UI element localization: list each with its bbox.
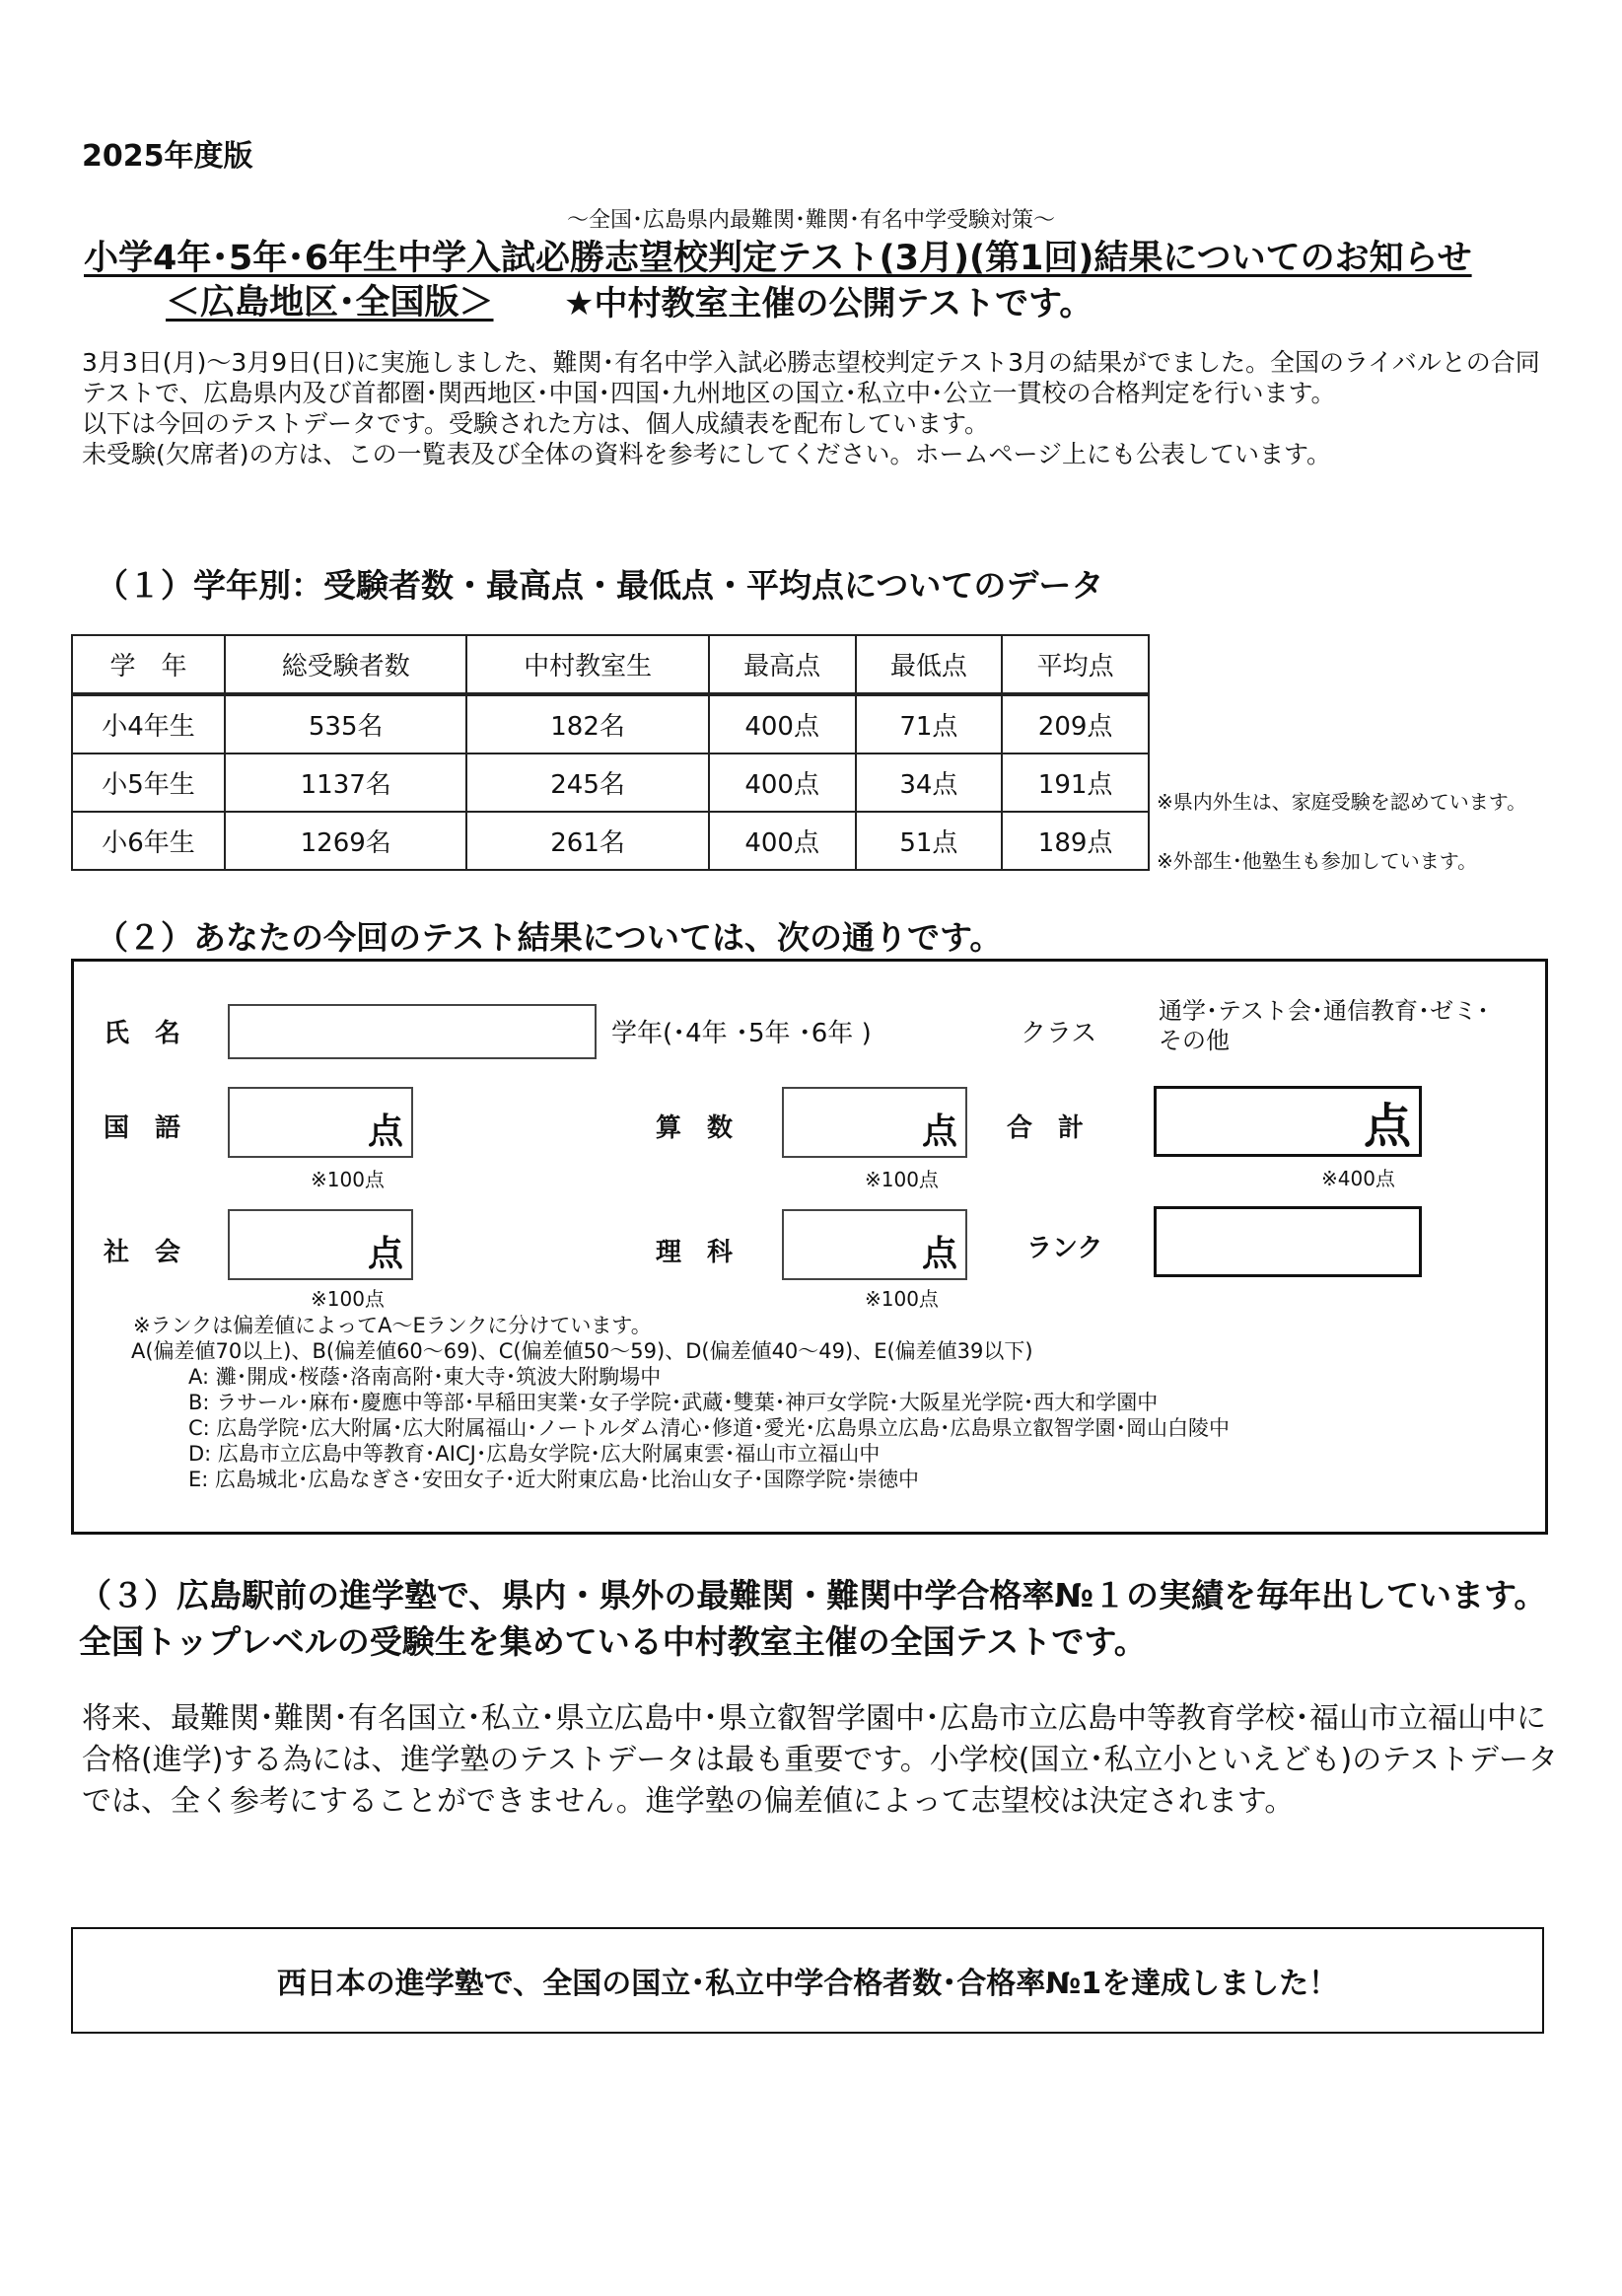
table-row <box>72 694 1149 753</box>
rank-schools-item: A: 灘･開成･桜蔭･洛南高附･東大寺･筑波大附駒場中 <box>188 1365 662 1389</box>
table-cell: 51点 <box>856 812 1003 870</box>
score-unit: 点 <box>921 1112 957 1152</box>
rank-schools-item: C: 広島学院･広大附属･広大附属福山･ノートルダム清心･修道･愛光･広島県立広島･広島県立叡智学園･岡山白陵中 <box>188 1416 1230 1440</box>
max-score-note: ※100点 <box>311 1287 385 1311</box>
table-cell: 小6年生 <box>72 812 225 870</box>
table-header-cell: 最高点 <box>709 635 856 694</box>
banner-text: 西日本の進学塾で、全国の国立･私立中学合格者数･合格率№1を達成しました！ <box>276 1967 1339 2001</box>
table-cell: 1137名 <box>225 753 466 812</box>
name-field[interactable] <box>228 1004 597 1059</box>
table-cell: 1269名 <box>225 812 466 870</box>
table-cell: 34点 <box>856 753 1003 812</box>
result-form <box>71 959 1548 1535</box>
table-cell: 71点 <box>856 694 1003 753</box>
intro-paragraph: 以下は今回のテストデータです。受験された方は、個人成績表を配布しています。 <box>82 409 990 438</box>
math-score-field[interactable] <box>782 1087 967 1158</box>
note-outside-students: ※外部生･他塾生も参加しています。 <box>1157 849 1478 873</box>
math-label: 算 数 <box>656 1113 734 1143</box>
rank-label: ランク <box>1026 1234 1103 1263</box>
rank-notes <box>133 1313 1230 1492</box>
table-cell: 400点 <box>709 753 856 812</box>
social-score-field[interactable] <box>228 1209 413 1280</box>
name-label: 氏 名 <box>104 1019 181 1048</box>
class-label: クラス <box>1021 1019 1097 1048</box>
table-cell: 400点 <box>709 694 856 753</box>
score-unit: 点 <box>1363 1099 1411 1154</box>
section3-heading: （３）広島駅前の進学塾で、県内・県外の最難関・難関中学合格率№１の実績を毎年出しています。全国トップレベルの受験生を集めている中村教室主催の全国テストです。 <box>79 1576 1547 1661</box>
science-label: 理 科 <box>656 1238 734 1267</box>
table-cell: 261名 <box>466 812 708 870</box>
note-home-exam: ※県内外生は、家庭受験を認めています。 <box>1157 790 1527 814</box>
table-cell: 400点 <box>709 812 856 870</box>
score-unit: 点 <box>367 1234 403 1274</box>
table-header-cell: 最低点 <box>856 635 1003 694</box>
achievement-banner <box>71 1927 1544 2034</box>
table-cell: 245名 <box>466 753 708 812</box>
grade-label: 学年(･4年 ･5年 ･6年 ) <box>611 1019 872 1048</box>
score-unit: 点 <box>367 1112 403 1152</box>
rank-note: ※ランクは偏差値によってA～Eランクに分けています。 <box>133 1314 652 1337</box>
table-cell: 189点 <box>1002 812 1149 870</box>
rank-bands: A(偏差値70以上)、B(偏差値60～69)、C(偏差値50～59)、D(偏差値40～49)、E(偏差値39以下) <box>131 1339 1033 1363</box>
subtitle: ～全国･広島県内最難関･難関･有名中学受験対策～ <box>566 208 1055 233</box>
class-options: その他 <box>1159 1027 1230 1054</box>
table-cell: 小4年生 <box>72 694 225 753</box>
rank-schools-item: B: ラサール･麻布･慶應中等部･早稲田実業･女子学院･武蔵･雙葉･神戸女学院･大阪星光学院･西大和学園中 <box>188 1391 1159 1414</box>
total-score-field[interactable] <box>1154 1086 1422 1157</box>
total-label: 合 計 <box>1007 1113 1085 1143</box>
japanese-label: 国 語 <box>104 1113 181 1143</box>
max-score-note: ※100点 <box>865 1168 939 1191</box>
table-cell: 182名 <box>466 694 708 753</box>
table-cell: 209点 <box>1002 694 1149 753</box>
table-header-cell: 中村教室生 <box>466 635 708 694</box>
section2-heading: （２）あなたの今回のテスト結果については、次の通りです。 <box>96 918 1003 957</box>
table-header-cell: 学 年 <box>72 635 225 694</box>
rank-schools-item: E: 広島城北･広島なぎさ･安田女子･近大附東広島･比治山女子･国際学院･崇徳中 <box>188 1468 920 1491</box>
score-unit: 点 <box>921 1234 957 1274</box>
table-header-cell: 総受験者数 <box>225 635 466 694</box>
table-header-row <box>72 635 1149 694</box>
open-test-note: ★中村教室主催の公開テストです。 <box>564 284 1093 323</box>
table-cell: 191点 <box>1002 753 1149 812</box>
max-score-note: ※400点 <box>1321 1167 1395 1190</box>
intro-text <box>82 347 1561 469</box>
class-options: 通学･テスト会･通信教育･ゼミ･ <box>1159 997 1490 1025</box>
table-row <box>72 812 1149 870</box>
edition-label: 2025年度版 <box>82 139 253 174</box>
rank-schools-item: D: 広島市立広島中等教育･AICJ･広島女学院･広大附属東雲･福山市立福山中 <box>188 1442 881 1466</box>
table-cell: 535名 <box>225 694 466 753</box>
table-cell: 小5年生 <box>72 753 225 812</box>
table-row <box>72 753 1149 812</box>
section3-paragraph: 将来、最難関･難関･有名国立･私立･県立広島中･県立叡智学園中･広島市立広島中等教育学校･福山市立福山中に合格(進学)する為には、進学塾のテストデータは最も重要です。小学校(国立･私立小といえども)のテストデータでは、全く参考にすることができません。進学塾の偏差値によって志望校は決定されます。 <box>82 1701 1559 1819</box>
rank-field[interactable] <box>1154 1206 1422 1277</box>
intro-paragraph: 未受験(欠席者)の方は、この一覧表及び全体の資料を参考にしてください。ホームページ上にも公表しています。 <box>82 440 1332 468</box>
social-label: 社 会 <box>104 1238 181 1267</box>
intro-paragraph: 3月3日(月)～3月9日(日)に実施しました、難関･有名中学入試必勝志望校判定テスト3月の結果がでました。全国のライバルとの合同テストで、広島県内及び首都圏･関西地区･中国･四国･九州地区の国立･私立中･公立一貫校の合格判定を行います。 <box>82 348 1540 407</box>
section1-heading: （１）学年別：受験者数・最高点・最低点・平均点についてのデータ <box>96 566 1104 605</box>
document-title: 小学4年･5年･6年生中学入試必勝志望校判定テスト(3月)(第1回)結果についてのお知らせ <box>84 239 1472 278</box>
table-header-cell: 平均点 <box>1002 635 1149 694</box>
stats-table <box>71 634 1150 871</box>
japanese-score-field[interactable] <box>228 1087 413 1158</box>
max-score-note: ※100点 <box>311 1168 385 1191</box>
max-score-note: ※100点 <box>865 1287 939 1311</box>
science-score-field[interactable] <box>782 1209 967 1280</box>
region-label: ＜広島地区･全国版＞ <box>166 283 494 323</box>
